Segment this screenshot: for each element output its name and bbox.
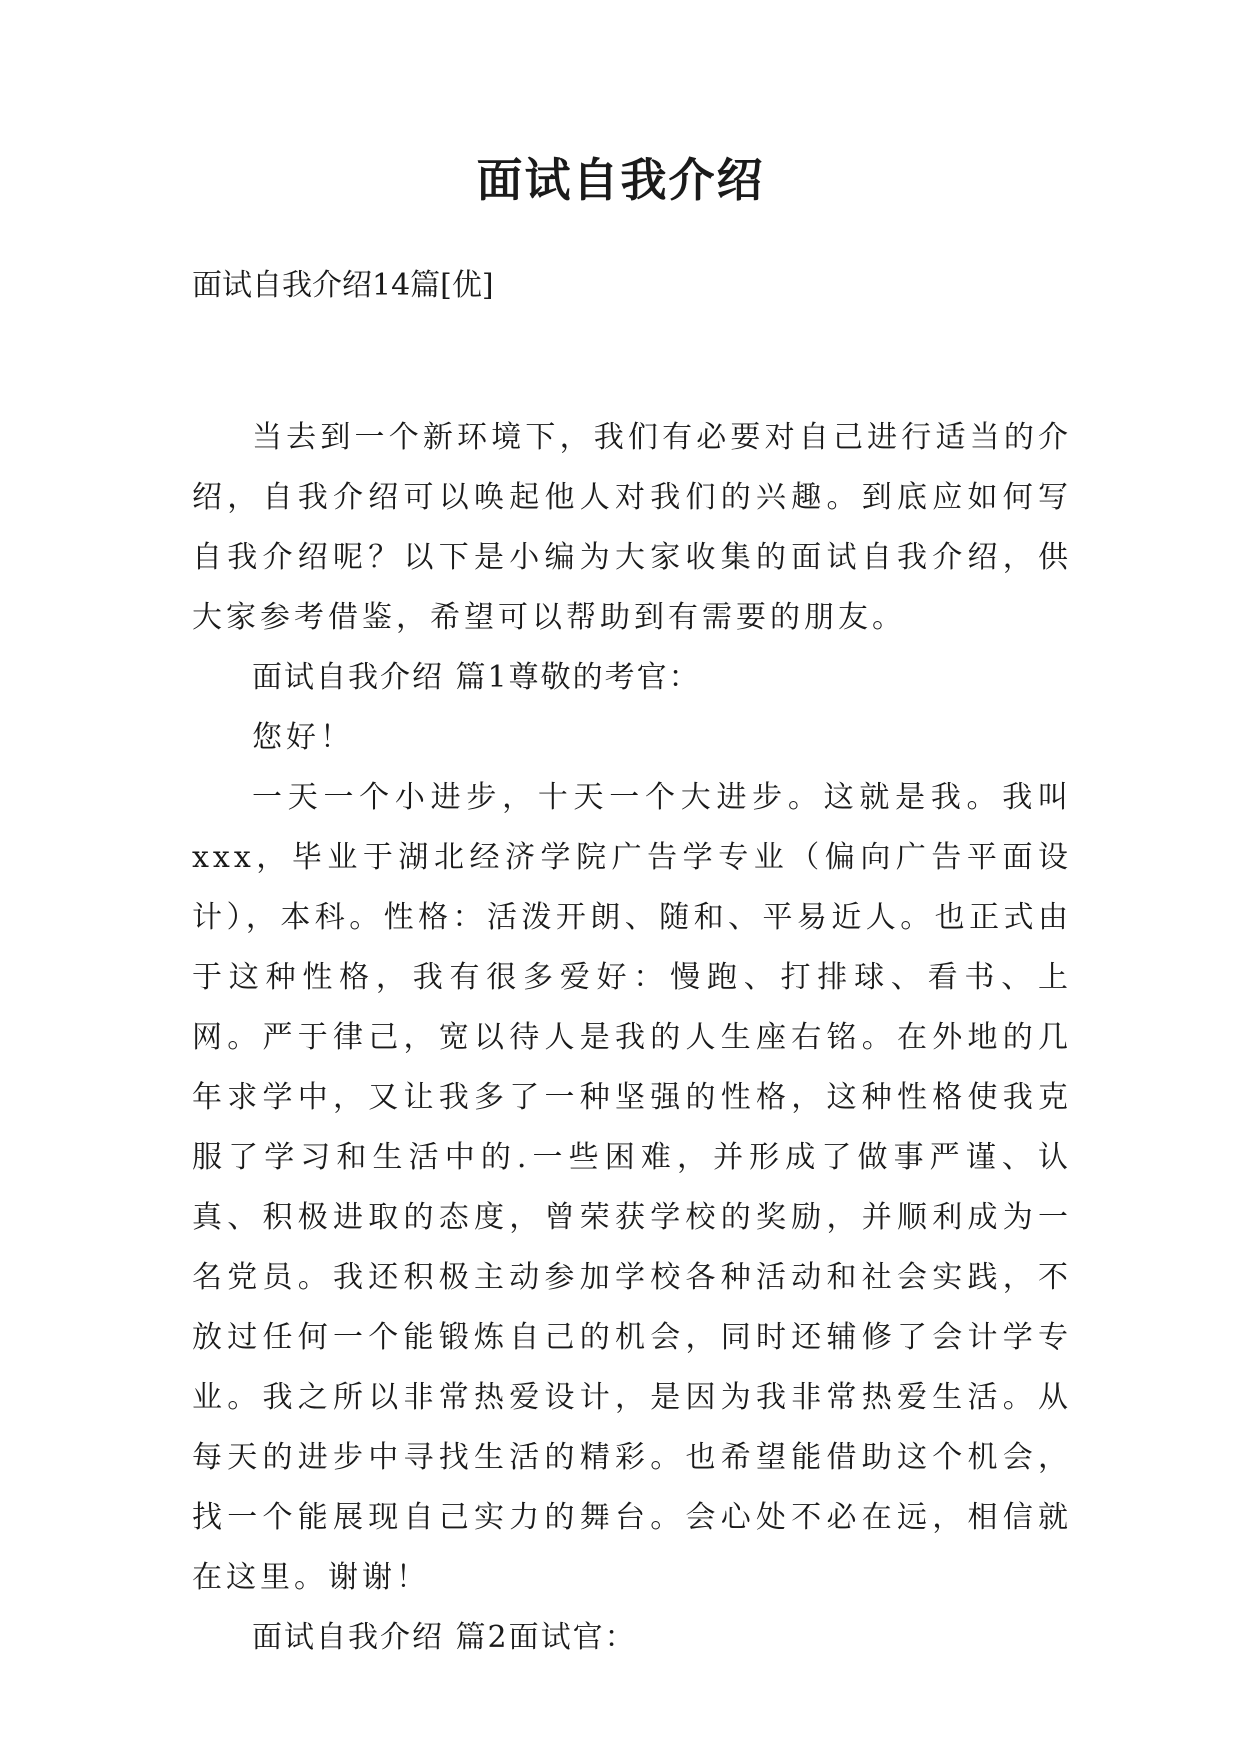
- document-body: [192, 408, 1072, 1668]
- greeting-paragraph: 您好！: [252, 720, 354, 755]
- page-title: 面试自我介绍: [476, 153, 765, 207]
- section-2-heading: 面试自我介绍 篇2面试官：: [252, 1620, 637, 1655]
- section-1-body: 一天一个小进步，十天一个大进步。这就是我。我叫xxx，毕业于湖北经济学院广告学专业（偏向广告平面设计），本科。性格：活泼开朗、随和、平易近人。也正式由于这种性格，我有很多爱好：慢跑、打排球、看书、上网。严于律己，宽以待人是我的人生座右铭。在外地的几年求学中，又让我多了一种坚强的性格，这种性格使我克服了学习和生活中的.一些困难，并形成了做事严谨、认真、积极进取的态度，曾荣获学校的奖励，并顺利成为一名党员。我还积极主动参加学校各种活动和社会实践，不放过任何一个能锻炼自己的机会，同时还辅修了会计学专业。我之所以非常热爱设计，是因为我非常热爱生活。从每天的进步中寻找生活的精彩。也希望能借助这个机会，找一个能展现自己实力的舞台。会心处不必在远，相信就在这里。谢谢！: [192, 780, 1072, 1595]
- document-subtitle: 面试自我介绍14篇[优]: [192, 268, 494, 303]
- intro-paragraph: 当去到一个新环境下，我们有必要对自己进行适当的介绍，自我介绍可以唤起他人对我们的兴趣。到底应如何写自我介绍呢？以下是小编为大家收集的面试自我介绍，供大家参考借鉴，希望可以帮助到有需要的朋友。: [192, 420, 1072, 635]
- section-1-heading: 面试自我介绍 篇1尊敬的考官：: [252, 660, 701, 695]
